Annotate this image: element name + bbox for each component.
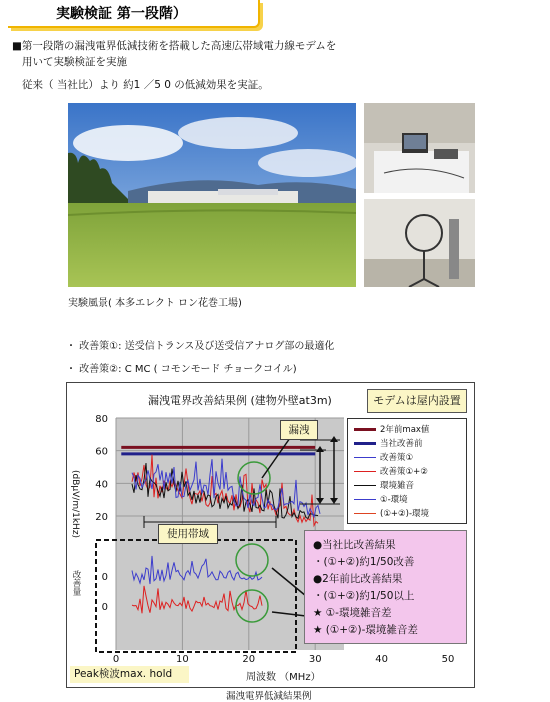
result-line: ●2年前比改善結果 [313,573,403,585]
legend-item: (①+②)-環境 [354,507,429,519]
x-tick-label: 0 [112,654,120,665]
page-title: 実験検証 第一段階） [56,6,187,22]
y-tick-label: 80 [95,414,108,425]
y-tick-label: 60 [95,446,108,458]
legend-item: 当社改善前 [354,437,423,449]
measure-item-1: ・ 改善策①: 送受信トランス及び送受信アナログ部の最適化 [66,341,335,352]
band-callout: 使用帯域 [158,524,218,544]
modem-note: モデムは屋内設置 [367,389,467,413]
measure-item-2: ・ 改善策②: C MC ( コモンモード チョークコイル) [66,364,297,375]
legend-item: 改善策①+② [354,465,428,477]
result-line: ・(①+②)約1/50改善 [313,556,415,568]
x-tick-label: 40 [375,654,388,665]
leak-callout: 漏洩 [280,420,318,440]
result-box [304,530,467,644]
lower-axis-label: 改善量 [71,570,81,596]
intro-line-3: 従来（ 当社比）より 約1 ／5 0 の低減効果を実証。 [22,79,269,91]
chart-title: 漏洩電界改善結果例 (建物外壁at3m) [148,394,332,407]
x-tick-label: 30 [308,654,322,665]
result-line: ・(①+②)約1/50以上 [313,590,415,602]
lower-zero-label: 0 [101,602,108,613]
x-axis-label: 周波数 （MHz） [246,672,321,683]
lower-zero-label: 0 [101,572,108,583]
x-tick-label: 50 [441,654,455,665]
y-tick-label: 40 [95,479,108,491]
peak-label: Peak検波max. hold [70,666,189,683]
result-line: ★ (①+②)-環境雑音差 [313,624,418,636]
x-tick-label: 20 [242,654,256,665]
y-tick-label: 20 [95,512,108,523]
legend-item: 2年前max値 [354,423,429,435]
figure-caption: 漏洩電界低減結果例 [226,691,312,702]
intro-line-1: ■第一段階の漏洩電界低減技術を搭載した高速広帯域電力線モデムを [12,40,337,52]
x-tick-label: 10 [176,654,189,665]
legend-item: 改善策① [354,451,413,463]
legend-item: ①-環境 [354,493,408,505]
intro-line-2: 用いて実験検証を実施 [22,56,127,68]
legend-item: 環境雑音 [354,479,414,491]
y-axis-label: (dBμV/m/1kHz) [70,470,80,539]
result-line: ★ ①-環境雑音差 [313,607,392,619]
photo-caption: 実験風景( 本多エレクト ロン花巻工場) [68,298,242,309]
chart-legend [347,418,467,524]
result-line: ●当社比改善結果 [313,539,396,551]
